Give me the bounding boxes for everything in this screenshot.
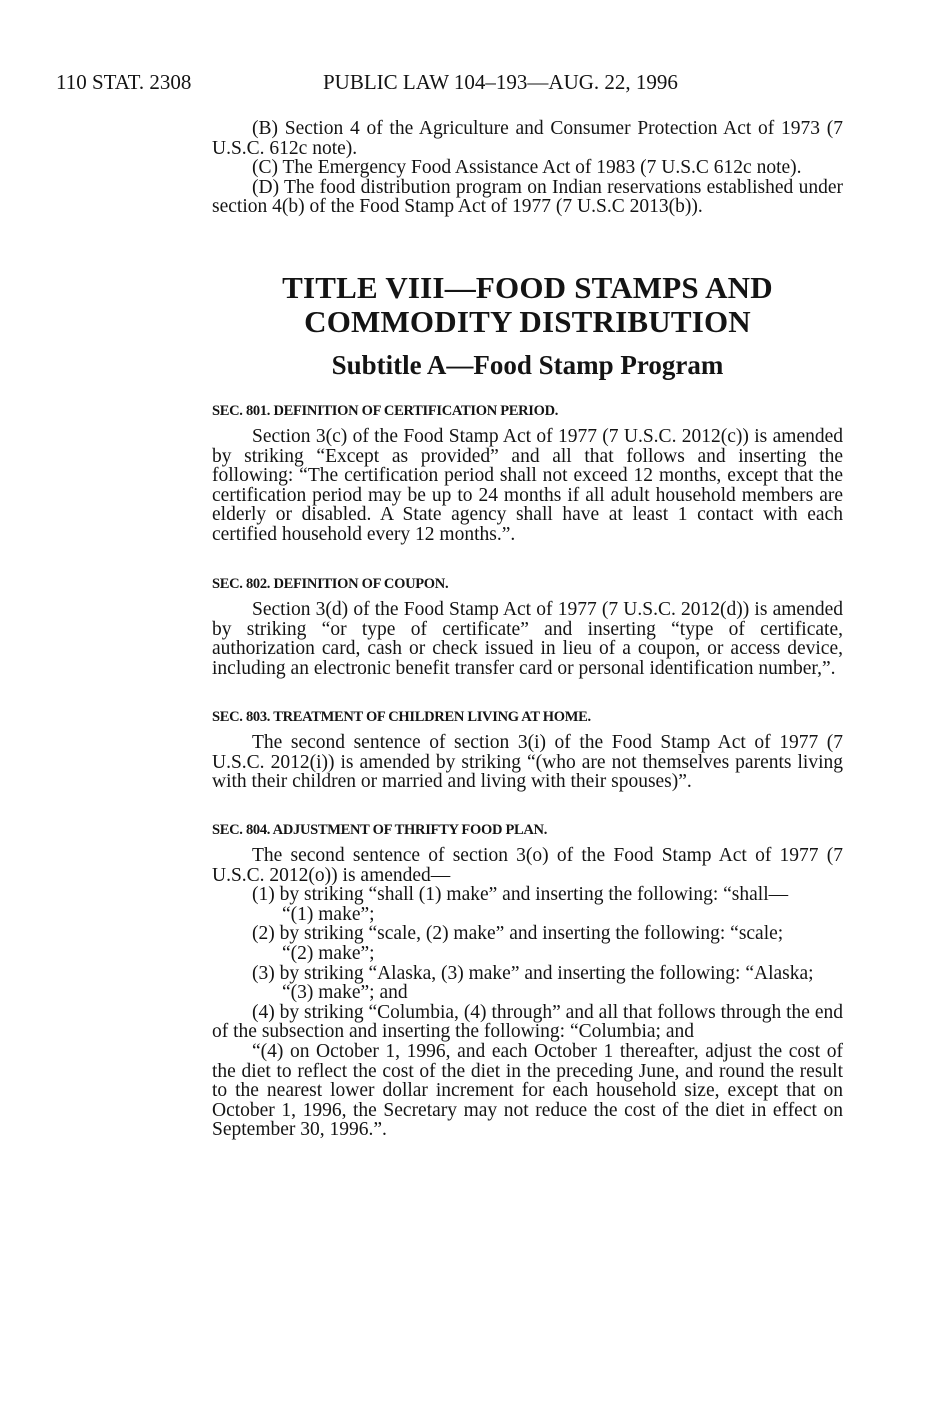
amendment-item: (4) by striking “Columbia, (4) through” and all that follows through the end of the subsection and inserting the following: “Columbia; and xyxy=(212,1001,843,1043)
subtitle-heading: Subtitle A—Food Stamp Program xyxy=(331,350,724,380)
section-heading: SEC. 803. TREATMENT OF CHILDREN LIVING AT HOME. xyxy=(212,709,591,725)
section-text: Section 3(c) of the Food Stamp Act of 1977 (7 U.S.C. 2012(c)) is amended by striking “Except as provided” and all that follows and inserting the following: “The certification period shall not exceed 12 months, except that the certification period may be up to 24 months if all adult household members are elderly or disabled. A State agency shall have at least 1 contact with each certified household every 12 months.”. xyxy=(212,426,843,545)
section-text: The second sentence of section 3(i) of the Food Stamp Act of 1977 (7 U.S.C. 2012(i)) is amended by striking “(who are not themselves parents living with their children or married and living with their spouses)”. xyxy=(212,732,843,793)
section-heading: SEC. 802. DEFINITION OF COUPON. xyxy=(212,576,449,592)
section-801 xyxy=(212,401,843,545)
list-item: (D) The food distribution program on Indian reservations established under section 4(b) of the Food Stamp Act of 1977 (7 U.S.C 2013(b)). xyxy=(212,176,843,218)
section-heading: SEC. 801. DEFINITION OF CERTIFICATION PERIOD. xyxy=(212,403,559,419)
section-heading: SEC. 804. ADJUSTMENT OF THRIFTY FOOD PLAN. xyxy=(212,822,548,838)
section-802 xyxy=(212,574,843,678)
amendment-item: “(2) make”; xyxy=(282,942,375,964)
section-text: Section 3(d) of the Food Stamp Act of 1977 (7 U.S.C. 2012(d)) is amended by striking “or type of certificate” and inserting “type of certificate, authorization card, cash or check issued in lieu of a coupon, or access device, including an electronic benefit transfer card or personal identification number,”. xyxy=(212,599,843,679)
page-reference: 110 STAT. 2308 xyxy=(56,70,192,94)
amendment-item: “(4) on October 1, 1996, and each October 1 thereafter, adjust the cost of the diet to reflect the cost of the diet in the preceding June, and round the result to the nearest lower dollar increment for each household size, except that on October 1, 1996, the Secretary may not reduce the cost of the diet in effect on September 30, 1996.”. xyxy=(212,1040,843,1141)
amendment-item: “(1) make”; xyxy=(282,903,375,925)
section-text: The second sentence of section 3(o) of the Food Stamp Act of 1977 (7 U.S.C. 2012(o)) is amended— xyxy=(212,845,843,886)
list-item: (C) The Emergency Food Assistance Act of 1983 (7 U.S.C 612c note). xyxy=(252,157,802,179)
section-803 xyxy=(212,707,843,792)
section-804 xyxy=(212,820,843,1140)
amendment-item: (3) by striking “Alaska, (3) make” and inserting the following: “Alaska; xyxy=(252,962,814,984)
amendment-item: “(3) make”; and xyxy=(282,982,408,1004)
title-heading xyxy=(212,271,843,339)
title-line-2: COMMODITY DISTRIBUTION xyxy=(304,304,751,339)
law-citation: PUBLIC LAW 104–193—AUG. 22, 1996 xyxy=(323,70,678,94)
top-list xyxy=(212,119,843,217)
title-line-1: TITLE VIII—FOOD STAMPS AND xyxy=(282,270,773,305)
list-item: (B) Section 4 of the Agriculture and Consumer Protection Act of 1973 (7 U.S.C. 612c note). xyxy=(212,118,843,159)
running-header xyxy=(56,70,896,100)
amendment-item: (2) by striking “scale, (2) make” and inserting the following: “scale; xyxy=(252,923,784,945)
amendment-item: (1) by striking “shall (1) make” and inserting the following: “shall— xyxy=(252,884,789,906)
